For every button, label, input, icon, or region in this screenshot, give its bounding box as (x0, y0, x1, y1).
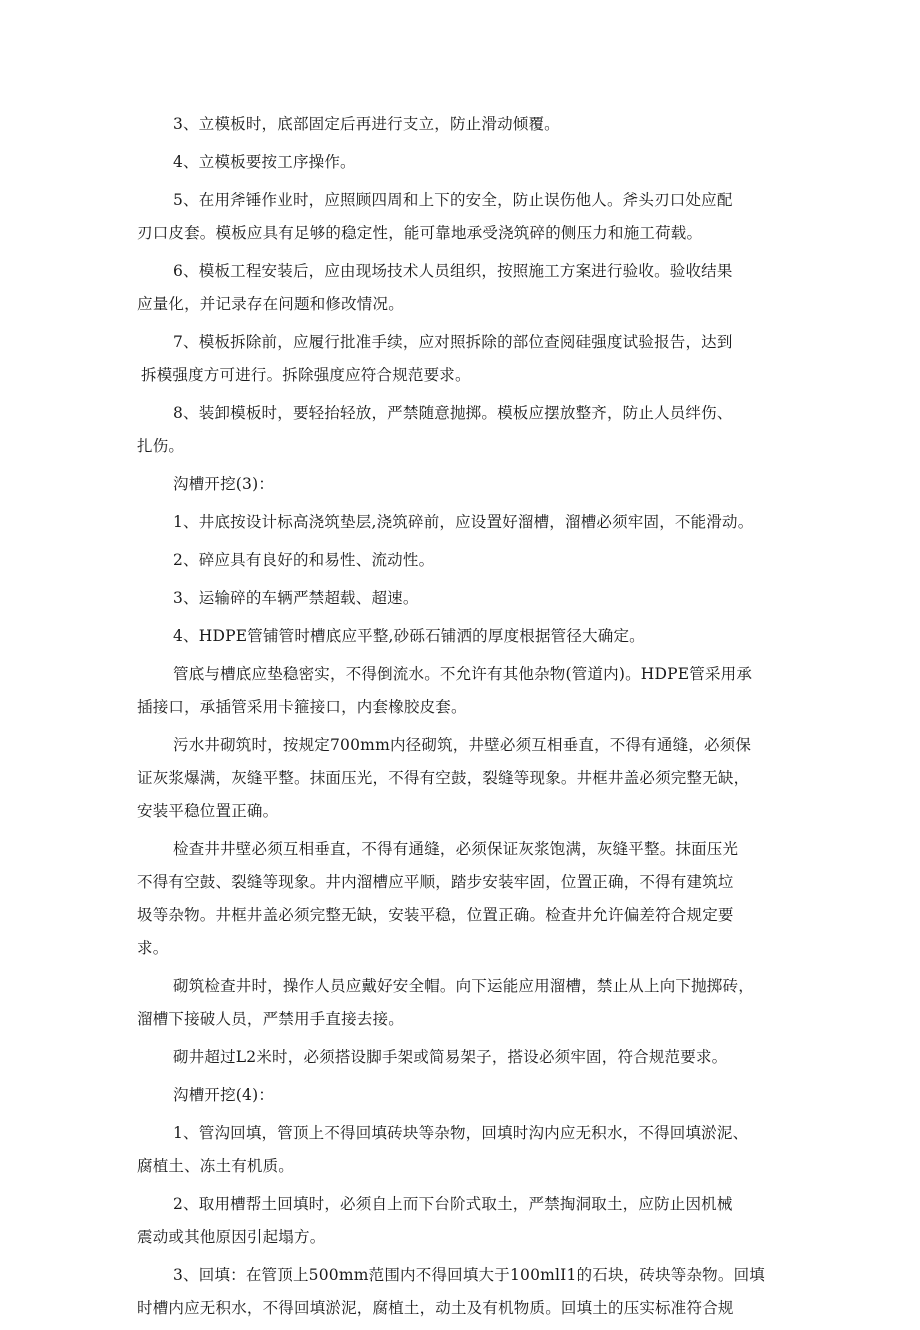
text-line: 不得有空鼓、裂缝等现象。井内溜槽应平顺，踏步安装牢固，位置正确，不得有建筑垃 (137, 873, 734, 891)
paragraph-trench4-2 (137, 1188, 787, 1254)
paragraph-formwork-3 (137, 108, 787, 141)
paragraph-trench3-2 (137, 544, 787, 577)
text-line: 扎伤。 (137, 437, 185, 455)
text-line: 插接口，承插管采用卡箍接口，内套橡胶皮套。 (137, 698, 467, 716)
text-line: 管底与槽底应垫稳密实，不得倒流水。不允许有其他杂物(管道内)。HDPE管采用承 (173, 665, 753, 683)
text-line: 腐植土、冻土有机质。 (137, 1157, 295, 1175)
text-line: 8、装卸模板时，要轻抬轻放，严禁随意抛掷。模板应摆放整齐，防止人员绊伤、 (173, 404, 733, 422)
text-line: 沟槽开挖(4)： (173, 1086, 275, 1104)
text-line: 砌筑检查井时，操作人员应戴好安全帽。向下运能应用溜槽，禁止从上向下抛掷砖， (173, 977, 754, 995)
text-line: 5、在用斧锤作业时，应照顾四周和上下的安全，防止误伤他人。斧头刃口处应配 (173, 191, 733, 209)
text-line: 检查井井壁必须互相垂直，不得有通缝，必须保证灰浆饱满，灰缝平整。抹面压光 (173, 840, 739, 858)
text-line: 4、立模板要按工序操作。 (173, 153, 356, 171)
text-line: 4、HDPE管铺管时槽底应平整,砂砾石铺洒的厚度根据管径大确定。 (173, 627, 645, 645)
paragraph-formwork-6 (137, 255, 787, 321)
text-line: 刃口皮套。模板应具有足够的稳定性，能可靠地承受浇筑碎的侧压力和施工荷载。 (137, 224, 703, 242)
text-line: 污水井砌筑时，按规定700mm内径砌筑，井壁必须互相垂直，不得有通缝，必须保 (173, 736, 752, 754)
text-line: 3、立模板时，底部固定后再进行支立，防止滑动倾覆。 (173, 115, 560, 133)
paragraph-inspection-well (137, 833, 787, 965)
text-line: 2、取用槽帮土回填时，必须自上而下台阶式取土，严禁掏洞取土，应防止因机械 (173, 1195, 733, 1213)
paragraph-pipe-bedding (137, 658, 787, 724)
paragraph-trench4-3 (137, 1259, 787, 1325)
text-line: 震动或其他原因引起塌方。 (137, 1228, 326, 1246)
text-line: 1、管沟回填，管顶上不得回填砖块等杂物，回填时沟内应无积水，不得回填淤泥、 (173, 1124, 749, 1142)
paragraph-formwork-7 (137, 326, 787, 392)
text-line: 证灰浆爆满，灰缝平整。抹面压光，不得有空鼓，裂缝等现象。井框井盖必须完整无缺， (137, 769, 750, 787)
paragraph-trench4-1 (137, 1117, 787, 1183)
paragraph-trench3-1 (137, 506, 787, 539)
text-line: 时槽内应无积水，不得回填淤泥，腐植土，动土及有机物质。回填土的压实标准符合规 (137, 1299, 734, 1317)
text-line: 砌井超过L2米时，必须搭设脚手架或简易架子，搭设必须牢固，符合规范要求。 (173, 1048, 728, 1066)
paragraph-formwork-4 (137, 146, 787, 179)
text-line: 安装平稳位置正确。 (137, 802, 279, 820)
document-page (137, 108, 787, 1330)
text-line: 求。 (137, 939, 169, 957)
paragraph-masonry-safety (137, 970, 787, 1036)
text-line: 圾等杂物。井框井盖必须完整无缺，安装平稳，位置正确。检查井允许偏差符合规定要 (137, 906, 734, 924)
text-line: 7、模板拆除前，应履行批准手续，应对照拆除的部位查阅硅强度试验报告，达到 (173, 333, 733, 351)
paragraph-trench3-4 (137, 620, 787, 653)
text-line: 6、模板工程安装后，应由现场技术人员组织，按照施工方案进行验收。验收结果 (173, 262, 733, 280)
paragraph-sewage-well (137, 729, 787, 828)
text-line: 3、回填：在管顶上500mm范围内不得回填大于100mlI1的石块，砖块等杂物。回填 (173, 1266, 765, 1284)
text-line: 应量化，并记录存在问题和修改情况。 (137, 295, 404, 313)
text-line: 1、井底按设计标高浇筑垫层,浇筑碎前，应设置好溜槽，溜槽必须牢固，不能滑动。 (173, 513, 754, 531)
section-heading-trench-3 (137, 468, 787, 501)
text-line: 溜槽下接破人员，严禁用手直接去接。 (137, 1010, 404, 1028)
paragraph-formwork-5 (137, 184, 787, 250)
text-line: 2、碎应具有良好的和易性、流动性。 (173, 551, 435, 569)
section-heading-trench-4 (137, 1079, 787, 1112)
text-line: 3、运输碎的车辆严禁超载、超速。 (173, 589, 419, 607)
text-line: 沟槽开挖(3)： (173, 475, 275, 493)
text-line: 拆模强度方可进行。拆除强度应符合规范要求。 (141, 366, 471, 384)
paragraph-scaffold (137, 1041, 787, 1074)
paragraph-formwork-8 (137, 397, 787, 463)
paragraph-trench3-3 (137, 582, 787, 615)
